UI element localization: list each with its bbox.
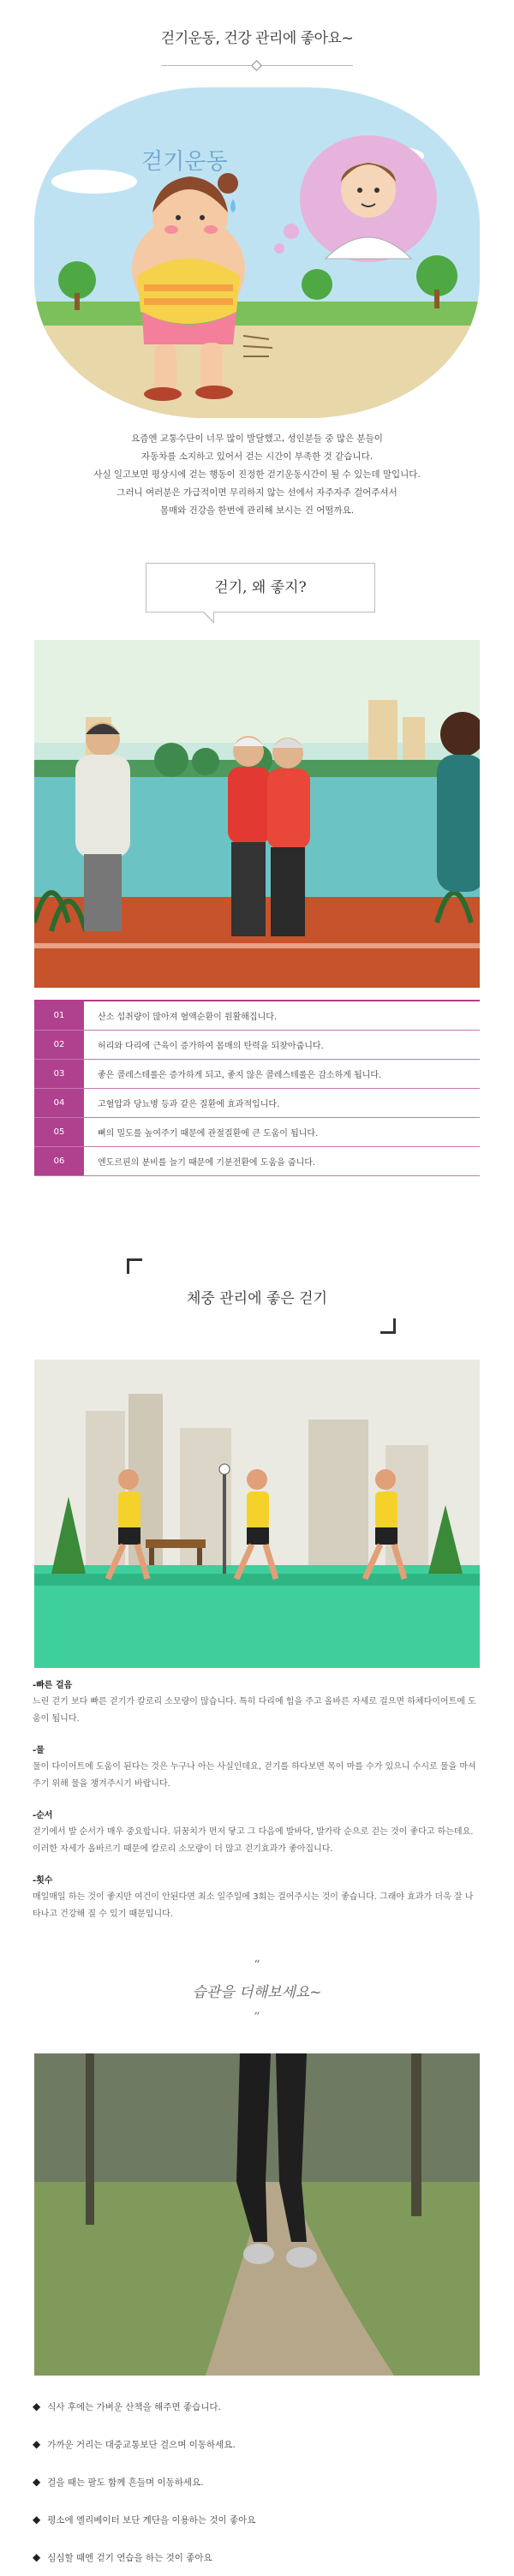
page-title: 걷기운동, 건강 관리에 좋아요~ [160,30,354,47]
speech-tail-fill [203,611,213,621]
park-illustration [34,640,480,988]
item-text: 좋은 콜레스테롤은 증가하게 되고, 좋지 않은 콜레스테롤은 감소하게 됩니다. [98,1071,382,1080]
weight-heading-block [0,1252,514,1341]
list-item-text: 식사 후에는 가벼운 산책을 해주면 좋습니다. [47,2401,221,2412]
list-item [34,1118,480,1147]
hero-caption: 걷기운동 [141,149,228,175]
weight-tips [33,1668,481,1923]
list-item [34,1001,480,1031]
tip-item [33,1743,481,1793]
list-item [33,2538,481,2576]
tip-body: 걷기에서 발 순서가 매우 중요합니다. 뒤꿈치가 먼저 닿고 그 다음에 발바닥, 발가락 순으로 걷는 것이 좋다고 하는데요. 이러한 자세가 올바르기 때문에 칼로리 소모량이 더 많고 걷기효과가 좋아집니다. [33,1827,474,1854]
item-number: 03 [34,1060,84,1088]
item-text: 산소 섭취량이 많아져 혈액순환이 원활해집니다. [98,1013,278,1022]
habit-heading-block [0,1959,514,2053]
intro-line: 몸매와 건강을 한번에 관리해 보시는 건 어떨까요. [159,505,355,516]
tip-body: 매일매일 하는 것이 좋지만 여건이 안된다면 최소 일주일에 3회는 걸어주시는 것이 좋습니다. 그래야 효과가 더욱 잘 나타나고 건강해 질 수 있기 때문입니다. [33,1892,474,1919]
open-quote-icon: “ [254,1958,260,1972]
intro-line: 자동차를 소지하고 있어서 걷는 시간이 부족한 것 같습니다. [140,451,374,462]
bracket-corner-icon [127,1258,142,1274]
diamond-bullet-icon: ◆ [33,2476,41,2488]
diamond-bullet-icon: ◆ [33,2400,41,2412]
intro-line: 요즘엔 교통수단이 너무 많이 발달했고, 성인분들 중 많은 분들이 [131,433,383,444]
list-item [34,1031,480,1060]
tip-title: -횟수 [33,1876,53,1886]
item-text: 허리와 다리에 근육이 증가하여 몸매의 탄력을 되찾아줍니다. [98,1042,324,1051]
tip-item [33,1808,481,1858]
why-heading: 걷기, 왜 좋지? [146,563,375,613]
item-number: 06 [34,1147,84,1175]
item-number: 01 [34,1001,84,1030]
diamond-icon [251,60,262,71]
title-divider [161,61,353,69]
diamond-bullet-icon: ◆ [33,2438,41,2450]
tip-title: -순서 [33,1811,53,1820]
list-item [33,2425,481,2463]
benefits-list [34,1000,480,1176]
habit-list [33,2388,481,2576]
bracket-corner-icon [380,1318,396,1334]
item-number: 04 [34,1089,84,1117]
tip-item [33,1678,481,1728]
list-item-text: 걸을 때는 팔도 함께 흔들며 이동하세요. [47,2477,204,2488]
tip-title: -빠른 걸음 [33,1681,73,1690]
item-text: 고혈압과 당뇨병 등과 같은 질환에 효과적입니다. [98,1100,280,1109]
intro-line: 사실 일고보면 평상시에 걷는 행동이 진정한 걷기운동시간이 될 수 있는데 말입니다. [93,469,421,480]
walking-photo [34,2053,480,2376]
item-number: 05 [34,1118,84,1146]
list-item-text: 심심할 때엔 걷기 연습을 하는 것이 좋아요 [47,2552,212,2563]
item-number: 02 [34,1031,84,1059]
list-item [34,1147,480,1176]
intro-line: 그러니 여러분은 가급적이면 무리하지 않는 선에서 자주자주 걸어주셔서 [117,487,397,498]
tip-body: 느린 걷기 보다 빠른 걷기가 칼로리 소모량이 많습니다. 특히 다리에 힘을 주고 올바른 자세로 걸으면 하체다이어트에 도움이 됩니다. [33,1697,476,1724]
list-item [33,2501,481,2538]
page-header [0,0,514,87]
list-item-text: 평소에 엘리베이터 보단 계단을 이용하는 것이 좋아요 [47,2514,256,2525]
item-text: 엔도르핀의 분비를 늘기 때문에 기분전환에 도움을 줍니다. [98,1158,316,1168]
list-item [33,2388,481,2425]
runners-illustration [34,1360,480,1668]
intro-text [0,418,514,520]
weight-heading: 체중 관리에 좋은 걷기 [186,1290,327,1307]
diamond-bullet-icon: ◆ [33,2551,41,2563]
list-item [34,1089,480,1118]
list-item [33,2463,481,2501]
why-heading-block [0,546,514,640]
diamond-bullet-icon: ◆ [33,2513,41,2525]
close-quote-icon: ” [254,2011,260,2024]
list-item [34,1060,480,1089]
tip-body: 물이 다이어트에 도움이 된다는 것은 누구나 아는 사실인데요, 걷기를 하다보면 목이 마를 수가 있으니 수시로 물을 마셔주기 위해 물을 챙겨주시기 바랍니다. [33,1762,476,1789]
list-item-text: 가까운 거리는 대중교통보단 걸으며 이동하세요. [47,2439,236,2450]
hero-illustration [34,87,480,418]
tip-title: -물 [33,1746,45,1755]
item-text: 뼈의 밀도를 높여주기 때문에 관절질환에 큰 도움이 됩니다. [98,1129,319,1139]
habit-heading: 습관을 더해보세요~ [192,1984,322,2001]
tip-item [33,1874,481,1923]
